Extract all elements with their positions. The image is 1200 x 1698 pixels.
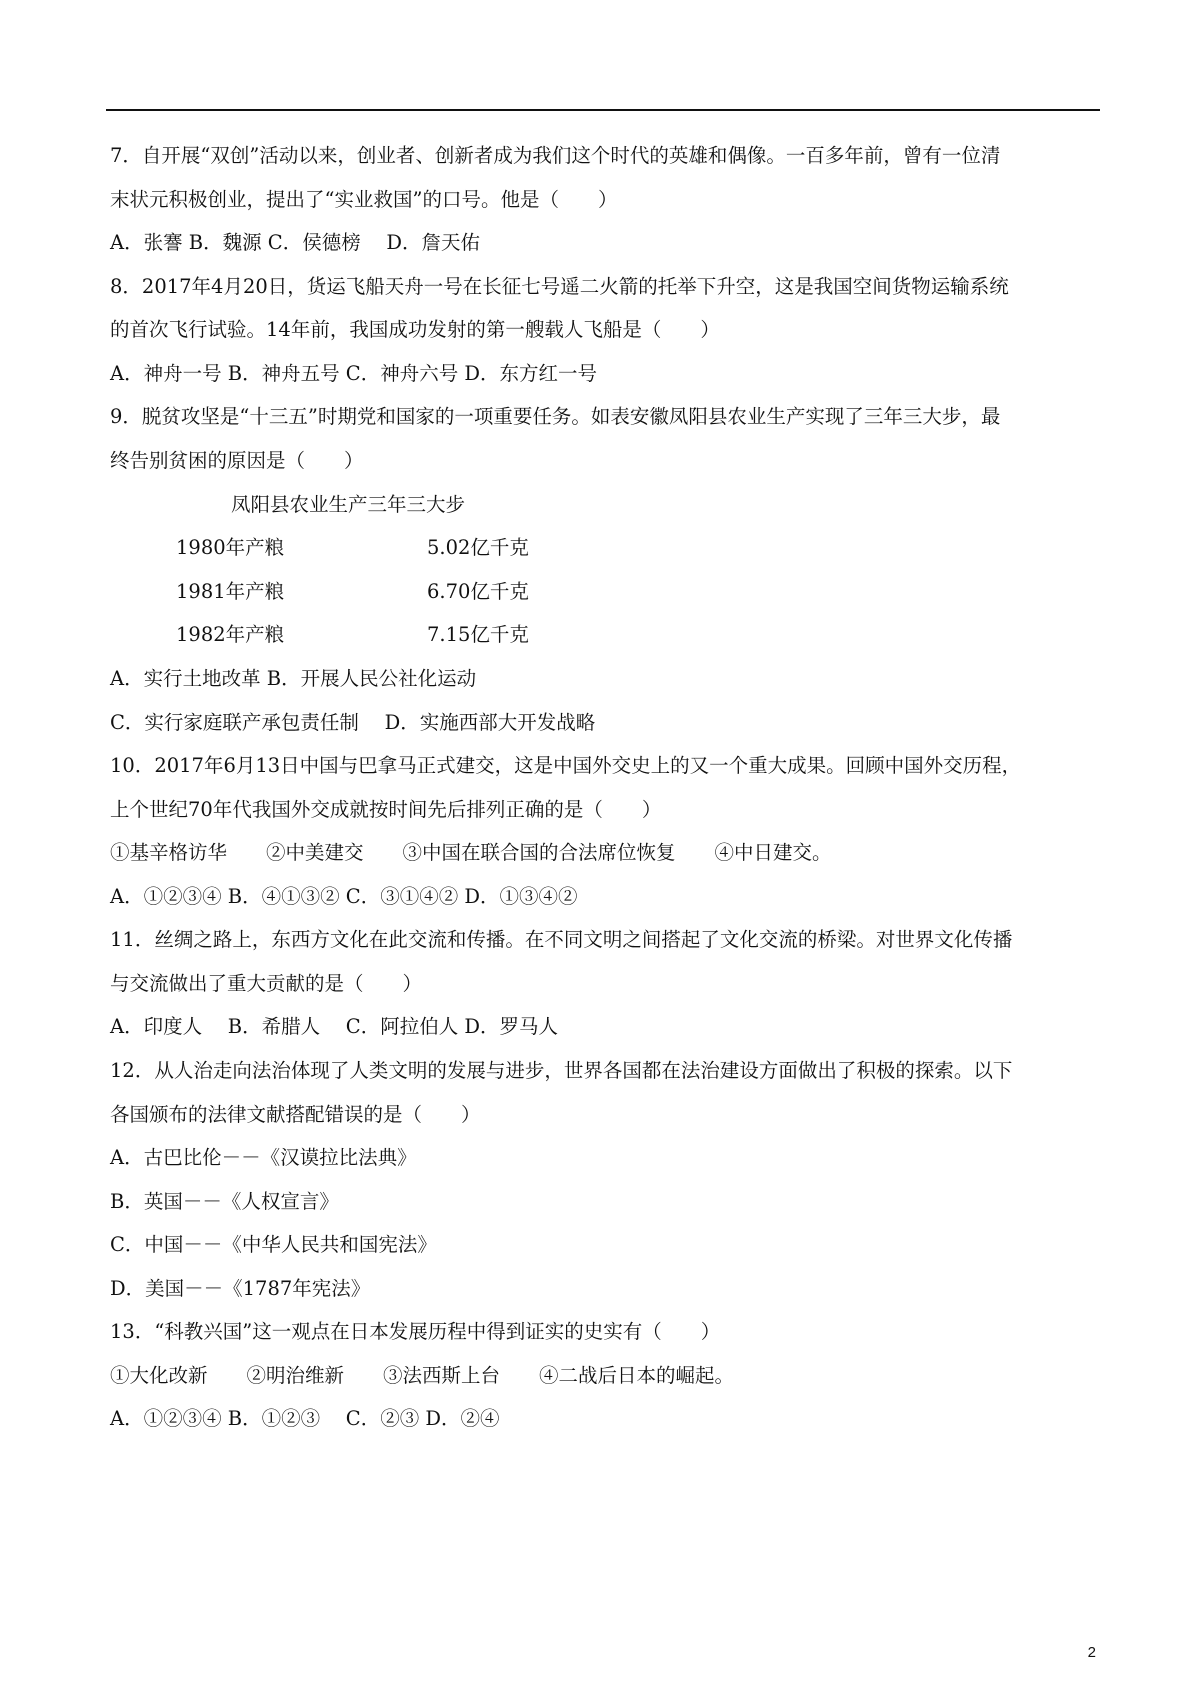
question-7-line-1: 7．自开展“双创”活动以来，创业者、创新者成为我们这个时代的英雄和偶像。一百多年前，曾有一位清	[110, 144, 1001, 167]
grain-table-year: 1982年产粮	[176, 623, 285, 646]
header-rule	[106, 109, 1100, 111]
question-8-line-2: 的首次飞行试验。14年前，我国成功发射的第一艘载人飞船是（ ）	[110, 318, 720, 341]
question-13-options: A．①②③④ B．①②③ C．②③ D．②④	[110, 1407, 500, 1430]
grain-table-value: 7.15亿千克	[427, 623, 529, 646]
grain-table-year: 1981年产粮	[176, 580, 285, 603]
grain-table-year: 1980年产粮	[176, 536, 285, 559]
question-12-option-a: A．古巴比伦－－《汉谟拉比法典》	[110, 1146, 417, 1169]
page-number: 2	[1087, 1644, 1096, 1661]
question-10-items: ①基辛格访华 ②中美建交 ③中国在联合国的合法席位恢复 ④中日建交。	[110, 841, 832, 864]
question-10-line-1: 10．2017年6月13日中国与巴拿马正式建交，这是中国外交史上的又一个重大成果。回顾中国外交历程，	[110, 754, 1022, 777]
question-7-line-2: 末状元积极创业，提出了“实业救国”的口号。他是（ ）	[110, 188, 618, 211]
grain-table-value: 5.02亿千克	[427, 536, 529, 559]
question-9-line-1: 9．脱贫攻坚是“十三五”时期党和国家的一项重要任务。如表安徽凤阳县农业生产实现了三年三大步，最	[110, 405, 1001, 428]
question-12-option-c: C．中国－－《中华人民共和国宪法》	[110, 1233, 437, 1256]
question-9-line-2: 终告别贫困的原因是（ ）	[110, 449, 364, 472]
question-12-line-2: 各国颁布的法律文献搭配错误的是（ ）	[110, 1103, 481, 1126]
question-11-line-2: 与交流做出了重大贡献的是（ ）	[110, 972, 423, 995]
question-12-option-d: D．美国－－《1787年宪法》	[110, 1277, 371, 1300]
question-10-options: A．①②③④ B．④①③② C．③①④② D．①③④②	[110, 885, 578, 908]
question-12-line-1: 12．从人治走向法治体现了人类文明的发展与进步，世界各国都在法治建设方面做出了积极的探索。以下	[110, 1059, 1013, 1082]
question-9-options-1: A．实行土地改革 B．开展人民公社化运动	[110, 667, 477, 690]
question-13-items: ①大化改新 ②明治维新 ③法西斯上台 ④二战后日本的崛起。	[110, 1364, 735, 1387]
grain-table-value: 6.70亿千克	[427, 580, 529, 603]
question-11-line-1: 11．丝绸之路上，东西方文化在此交流和传播。在不同文明之间搭起了文化交流的桥梁。对世界文化传播	[110, 928, 1013, 951]
question-10-line-2: 上个世纪70年代我国外交成就按时间先后排列正确的是（ ）	[110, 798, 662, 821]
question-11-options: A．印度人 B．希腊人 C．阿拉伯人 D．罗马人	[110, 1015, 559, 1038]
grain-table-title: 凤阳县农业生产三年三大步	[231, 493, 466, 516]
question-8-options: A．神舟一号 B．神舟五号 C．神舟六号 D．东方红一号	[110, 362, 598, 385]
question-9-options-2: C．实行家庭联产承包责任制 D．实施西部大开发战略	[110, 711, 596, 734]
question-13-line-1: 13．“科教兴国”这一观点在日本发展历程中得到证实的史实有（ ）	[110, 1320, 721, 1343]
question-8-line-1: 8．2017年4月20日，货运飞船天舟一号在长征七号遥二火箭的托举下升空，这是我国空间货物运输系统	[110, 275, 1009, 298]
question-12-option-b: B．英国－－《人权宣言》	[110, 1190, 339, 1213]
question-7-options: A．张謇 B．魏源 C．侯德榜 D．詹天佑	[110, 231, 481, 254]
